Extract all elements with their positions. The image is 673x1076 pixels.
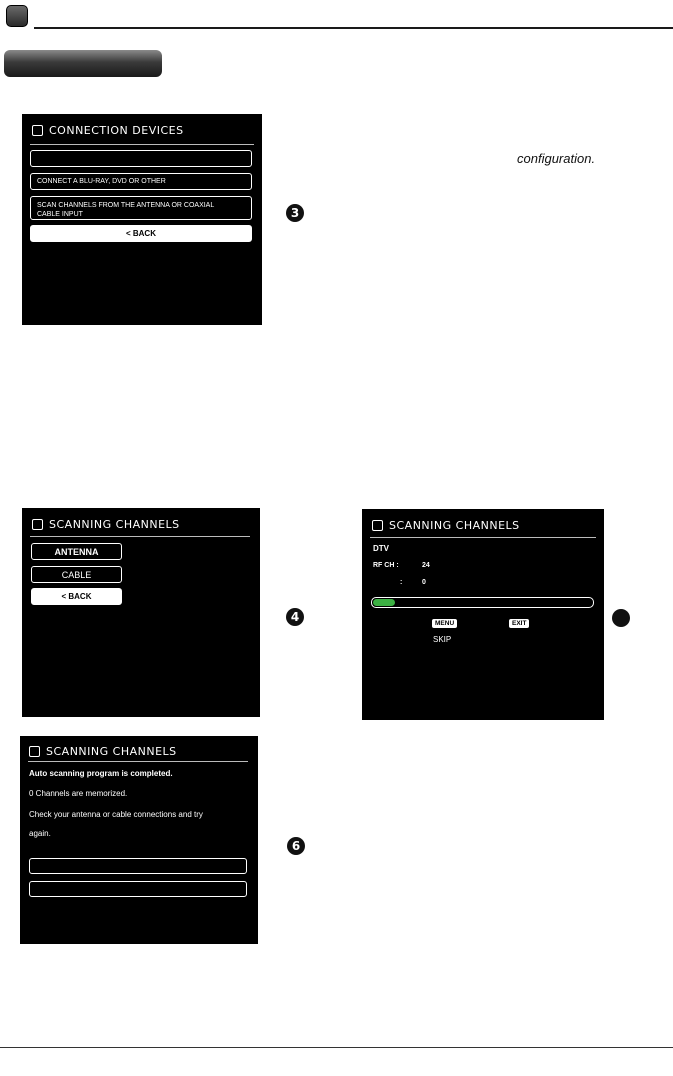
skip-label: SKIP: [433, 635, 452, 644]
title-divider: [30, 144, 254, 145]
check-connections-line1: Check your antenna or cable connections and try: [29, 810, 203, 819]
title-divider: [28, 761, 248, 762]
menu-option-connect-device-label: CONNECT A BLU-RAY, DVD OR OTHER: [37, 178, 166, 185]
exit-key[interactable]: EXIT: [509, 619, 529, 628]
header-badge: [6, 5, 28, 27]
checkbox-icon: [29, 746, 40, 757]
scanning-complete-screen: [20, 736, 258, 944]
rf-channel-label: RF CH :: [373, 562, 399, 569]
connection-devices-screen: [22, 114, 262, 325]
back-button-label: < BACK: [125, 229, 156, 238]
step-number-6: 6: [287, 837, 305, 855]
rf-channel-value: 24: [422, 562, 430, 569]
title-divider: [370, 537, 596, 538]
result-option-1[interactable]: [29, 858, 247, 874]
scan-progress-bar: [371, 597, 594, 608]
back-button-label: < BACK: [61, 592, 92, 601]
scanning-progress-screen: [362, 509, 604, 720]
back-button[interactable]: [30, 225, 252, 242]
result-option-2[interactable]: [29, 881, 247, 897]
menu-option-scan-channels-label: SCAN CHANNELS FROM THE ANTENNA OR COAXIAL CABLE INPUT: [37, 202, 214, 218]
channel-count-separator: :: [400, 579, 403, 586]
menu-option-scan-channels[interactable]: [30, 196, 252, 220]
menu-option-1[interactable]: [30, 150, 252, 167]
step-number-3: 3: [286, 204, 304, 222]
screen-title-text: SCANNING CHANNELS: [46, 745, 177, 758]
screen-title: [29, 745, 177, 758]
checkbox-icon: [32, 519, 43, 530]
menu-key[interactable]: MENU: [432, 619, 457, 628]
configuration-text: configuration.: [517, 151, 596, 166]
check-connections-line2: again.: [29, 829, 51, 838]
scan-mode: DTV: [373, 544, 389, 553]
checkbox-icon: [32, 125, 43, 136]
cable-option[interactable]: [31, 566, 122, 583]
cable-option-label: CABLE: [61, 569, 92, 580]
title-divider: [30, 536, 250, 537]
section-heading-pill: [4, 50, 162, 77]
scan-progress-fill: [373, 599, 395, 606]
screen-title-text: SCANNING CHANNELS: [49, 518, 180, 531]
step-number-4: 4: [286, 608, 304, 626]
channels-memorized: 0 Channels are memorized.: [29, 789, 128, 798]
scanning-channels-select-screen: [22, 508, 260, 717]
screen-title: [32, 124, 184, 137]
footer-rule: [0, 1047, 673, 1048]
screen-title: [372, 519, 520, 532]
screen-title: [32, 518, 180, 531]
channel-count-value: 0: [422, 579, 426, 586]
antenna-option[interactable]: [31, 543, 122, 560]
completion-message: Auto scanning program is completed.: [29, 769, 173, 778]
back-button[interactable]: [31, 588, 122, 605]
header-rule: [34, 27, 673, 29]
menu-option-connect-device[interactable]: [30, 173, 252, 190]
screen-title-text: CONNECTION DEVICES: [49, 124, 184, 137]
screen-title-text: SCANNING CHANNELS: [389, 519, 520, 532]
step-number-5: [612, 609, 630, 627]
checkbox-icon: [372, 520, 383, 531]
antenna-option-label: ANTENNA: [54, 546, 99, 557]
